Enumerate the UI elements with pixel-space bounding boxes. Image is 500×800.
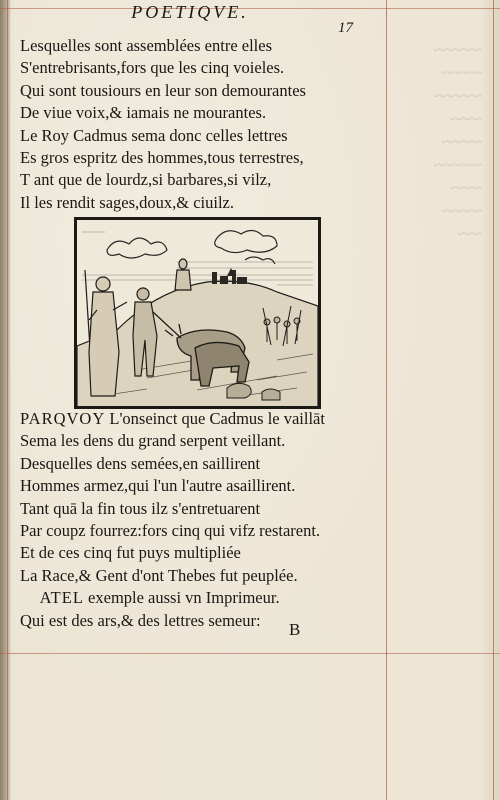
margin-rule-right	[386, 0, 387, 800]
margin-rule-edge	[493, 0, 494, 800]
verse-line: Il les rendit sages,doux,& ciuilz.	[20, 192, 234, 212]
verse-line: Lesquelles sont assemblées entre elles	[20, 36, 273, 55]
verse-text: exemple aussi vn Imprimeur.	[83, 588, 280, 608]
verse-lead: PARQVOY	[20, 409, 106, 428]
verse-line	[20, 408, 380, 430]
verse-line: Sema les dens du grand serpent veillant.	[20, 431, 286, 451]
verse-lead: ATEL	[20, 588, 84, 608]
verse-line: Qui est des ars,& des lettres semeur:	[20, 610, 261, 630]
verse-line: Tant quā la fin tous ilz s'entretuarent	[20, 498, 261, 518]
verse-line: La Race,& Gent d'ont Thebes fut peuplée.	[20, 565, 298, 585]
verse-line: Et de ces cinq fut puys multipliée	[20, 543, 241, 563]
verse-line: Le Roy Cadmus sema donc celles lettres	[20, 125, 288, 145]
running-head: POETIQVE.	[131, 2, 249, 22]
verse-line: Es gros espritz des hommes,tous terrestres,	[20, 148, 304, 168]
verse-line	[20, 587, 380, 609]
page-binding-shadow	[0, 0, 10, 800]
signature-mark: B	[289, 620, 301, 639]
verse-text: L'onseinct que Cadmus le vaillāt	[105, 409, 325, 428]
bleed-through-text: ~~~~~~ ~~~~~ ~~~~~~ ~~~~ ~~~~~ ~~~~~~ ~~~~ ~~~~~ ~~~	[433, 43, 482, 243]
woodcut-image	[77, 220, 318, 406]
verse-line: Hommes armez,qui l'un l'autre asaillirent.	[20, 476, 296, 496]
verse-line: Par coupz fourrez:fors cinq qui vifz restarent.	[20, 521, 321, 541]
verse-line: De viue voix,& iamais ne mourantes.	[20, 103, 267, 123]
verse-block-top	[20, 35, 380, 214]
margin-rule-bottom	[0, 653, 500, 654]
verse-line: T ant que de lourdz,si barbares,si vilz,	[20, 170, 272, 190]
verse-block-bottom	[20, 408, 380, 632]
verse-line: S'entrebrisants,fors que les cinq voieles.	[20, 58, 285, 78]
verse-line: Qui sont tousiours en leur son demourantes	[20, 80, 306, 100]
woodcut-illustration	[74, 217, 321, 409]
margin-rule-left	[7, 0, 8, 800]
verse-line: Desquelles dens semées,en saillirent	[20, 453, 261, 473]
page-number: 17	[338, 20, 353, 36]
